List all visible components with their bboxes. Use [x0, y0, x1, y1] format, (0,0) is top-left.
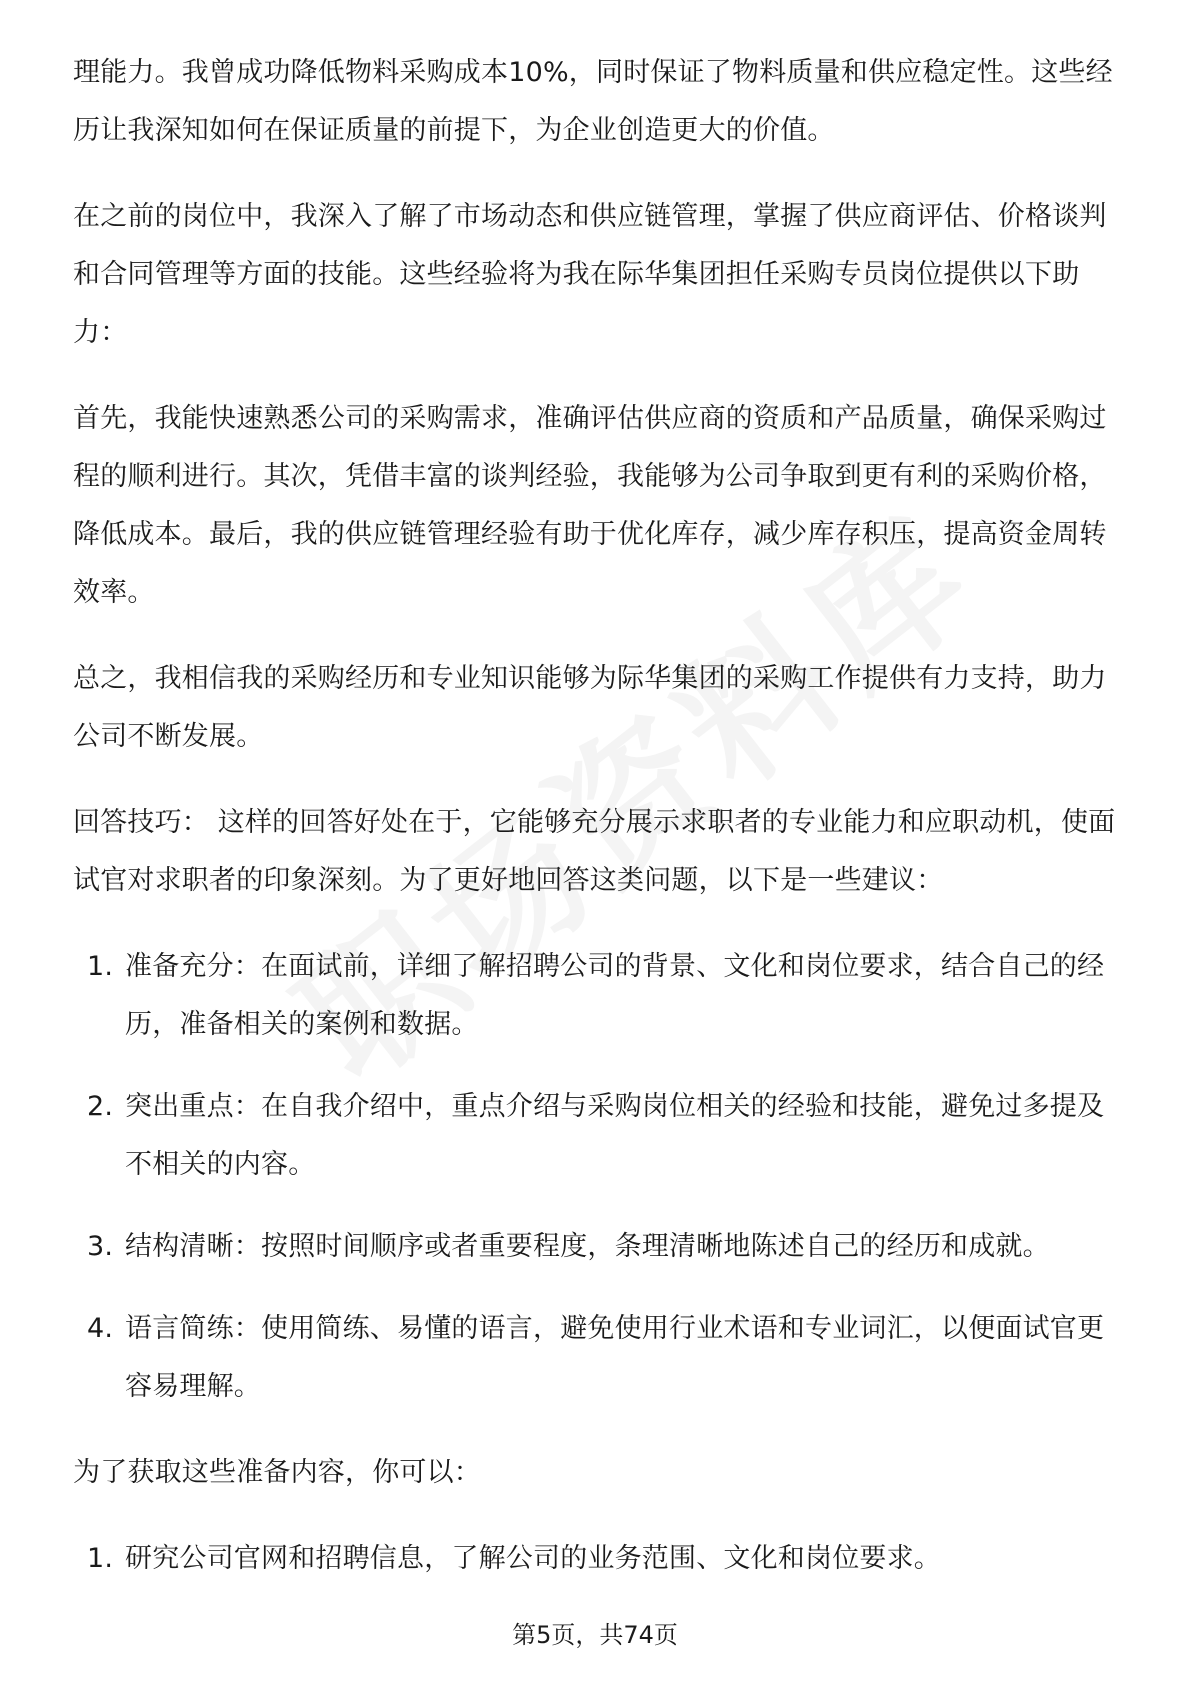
- document-body: [73, 44, 1123, 1616]
- list-text: 突出重点：在自我介绍中，重点介绍与采购岗位相关的经验和技能，避免过多提及不相关的内容。: [125, 1091, 1105, 1180]
- list-number: 4.: [87, 1313, 114, 1344]
- list-text: 语言简练：使用简练、易懂的语言，避免使用行业术语和专业词汇，以便面试官更容易理解。: [125, 1313, 1105, 1402]
- paragraph-previous-role: 在之前的岗位中，我深入了解了市场动态和供应链管理，掌握了供应商评估、价格谈判和合同管理等方面的技能。这些经验将为我在际华集团担任采购专员岗位提供以下助力：: [73, 201, 1107, 348]
- list-text: 研究公司官网和招聘信息，了解公司的业务范围、文化和岗位要求。: [125, 1543, 941, 1574]
- list-text: 结构清晰：按照时间顺序或者重要程度，条理清晰地陈述自己的经历和成就。: [125, 1231, 1050, 1262]
- page-number: 第5页，共74页: [512, 1621, 678, 1649]
- list-item: [73, 1078, 1123, 1194]
- paragraph-prep-intro: 为了获取这些准备内容，你可以：: [73, 1457, 481, 1488]
- list-item: [73, 1300, 1123, 1416]
- list-item: [73, 1530, 1123, 1588]
- list-number: 1.: [87, 1543, 114, 1574]
- list-number: 3.: [87, 1231, 114, 1262]
- paragraph-experience-summary: 理能力。我曾成功降低物料采购成本10%，同时保证了物料质量和供应稳定性。这些经历让我深知如何在保证质量的前提下，为企业创造更大的价值。: [73, 57, 1113, 146]
- paragraph-conclusion: 总之，我相信我的采购经历和专业知识能够为际华集团的采购工作提供有力支持，助力公司不断发展。: [73, 663, 1107, 752]
- list-number: 1.: [87, 951, 114, 982]
- list-number: 2.: [87, 1091, 114, 1122]
- prep-list: [73, 1530, 1123, 1588]
- list-text: 准备充分：在面试前，详细了解招聘公司的背景、文化和岗位要求，结合自己的经历，准备相关的案例和数据。: [125, 951, 1105, 1040]
- list-item: [73, 938, 1123, 1054]
- tips-list: [73, 938, 1123, 1416]
- paragraph-answer-tips: 回答技巧： 这样的回答好处在于，它能够充分展示求职者的专业能力和应职动机，使面试官对求职者的印象深刻。为了更好地回答这类问题，以下是一些建议：: [73, 807, 1116, 896]
- paragraph-contributions: 首先，我能快速熟悉公司的采购需求，准确评估供应商的资质和产品质量，确保采购过程的顺利进行。其次，凭借丰富的谈判经验，我能够为公司争取到更有利的采购价格，降低成本。最后，我的供应链管理经验有助于优化库存，减少库存积压，提高资金周转效率。: [73, 403, 1107, 608]
- list-item: [73, 1218, 1123, 1276]
